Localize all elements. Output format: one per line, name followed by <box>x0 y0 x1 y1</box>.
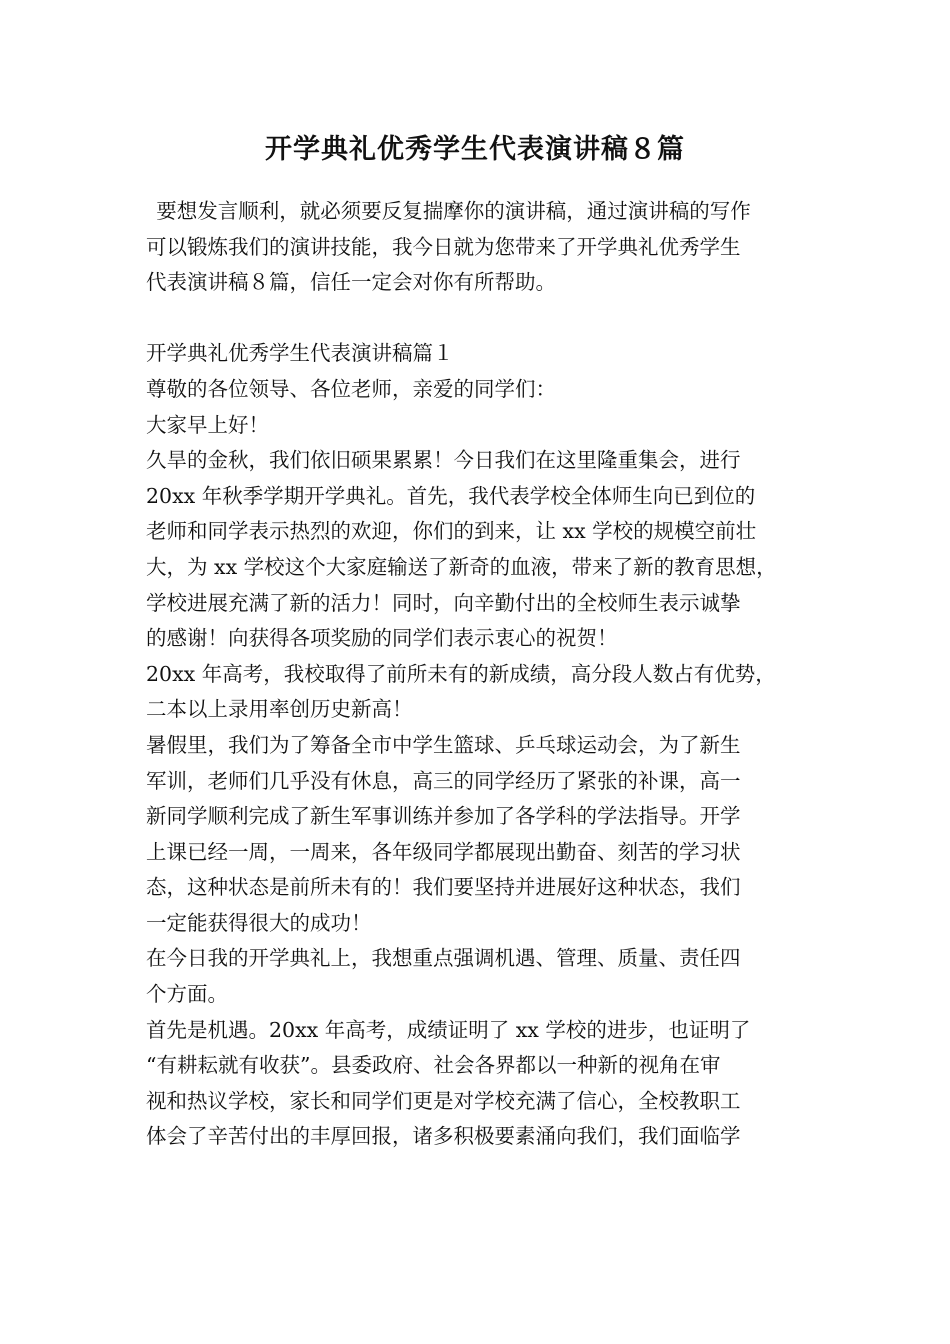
text-line: 在今日我的开学典礼上，我想重点强调机遇、管理、质量、责任四 <box>146 946 741 971</box>
text-line: 20xx 年高考，我校取得了前所未有的新成绩，高分段人数占有优势， <box>146 661 776 686</box>
paragraph-gap <box>146 301 826 337</box>
text-line: 久旱的金秋，我们依旧硕果累累！今日我们在这里隆重集会，进行 <box>146 448 741 473</box>
text-line: 首先是机遇。20xx 年高考，成绩证明了 xx 学校的进步，也证明了 <box>146 1017 751 1042</box>
text-line: 军训，老师们几乎没有休息，高三的同学经历了紧张的补课，高一 <box>146 768 741 793</box>
text-line: 一定能获得很大的成功！ <box>146 910 372 935</box>
text-line: 老师和同学表示热烈的欢迎，你们的到来，让 xx 学校的规模空前壮 <box>146 519 757 544</box>
text-line: 视和热议学校，家长和同学们更是对学校充满了信心，全校教职工 <box>146 1088 741 1113</box>
text-line: 二本以上录用率创历史新高！ <box>146 697 413 722</box>
intro-line: 代表演讲稿８篇，信任一定会对你有所帮助。 <box>146 270 556 295</box>
greeting: 大家早上好！ <box>146 412 269 437</box>
text-line: 20xx 年秋季学期开学典礼。首先，我代表学校全体师生向已到位的 <box>146 483 756 508</box>
document-body <box>146 194 826 1155</box>
text-line: “有耕耘就有收获”。县委政府、社会各界都以一种新的视角在审 <box>146 1053 721 1078</box>
intro-paragraph <box>146 194 826 301</box>
text-line: 新同学顺利完成了新生军事训练并参加了各学科的学法指导。开学 <box>146 804 741 829</box>
text-line: 个方面。 <box>146 982 228 1007</box>
text-line: 体会了辛苦付出的丰厚回报，诸多积极要素涌向我们，我们面临学 <box>146 1124 741 1149</box>
salutation: 尊敬的各位领导、各位老师，亲爱的同学们： <box>146 376 556 401</box>
text-line: 学校进展充满了新的活力！同时，向辛勤付出的全校师生表示诚挚 <box>146 590 741 615</box>
intro-line: 要想发言顺利，就必须要反复揣摩你的演讲稿，通过演讲稿的写作 <box>156 199 751 223</box>
intro-line: 可以锻炼我们的演讲技能，我今日就为您带来了开学典礼优秀学生 <box>146 234 741 259</box>
text-line: 的感谢！向获得各项奖励的同学们表示衷心的祝贺！ <box>146 626 618 651</box>
document-title: 开学典礼优秀学生代表演讲稿８篇 <box>265 134 685 165</box>
text-line: 大，为 xx 学校这个大家庭输送了新奇的血液，带来了新的教育思想， <box>146 554 777 579</box>
text-line: 上课已经一周，一周来，各年级同学都展现出勤奋、刻苦的学习状 <box>146 839 741 864</box>
section-heading: 开学典礼优秀学生代表演讲稿篇１ <box>146 341 454 366</box>
text-line: 暑假里，我们为了筹备全市中学生篮球、乒乓球运动会，为了新生 <box>146 732 741 757</box>
text-line: 态，这种状态是前所未有的！我们要坚持并进展好这种状态，我们 <box>146 875 741 900</box>
